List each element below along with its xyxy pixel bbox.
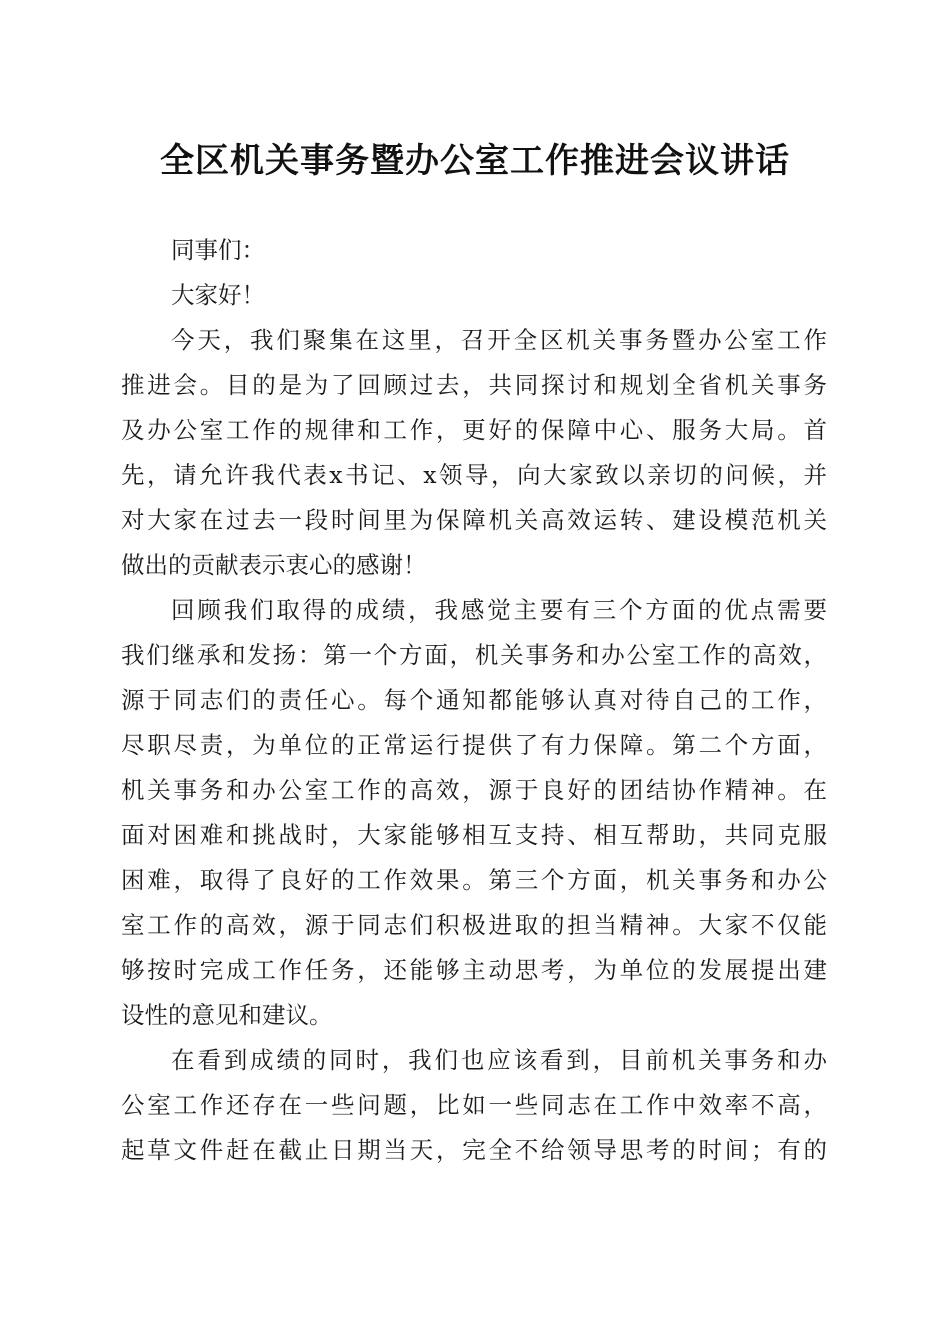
paragraph-1-line-6: 做出的贡献表示衷心的感谢！	[121, 551, 427, 579]
paragraph-2-line-5: 机关事务和办公室工作的高效，源于良好的团结协作精神。在	[121, 776, 827, 804]
paragraph-1-line-2: 推进会。目的是为了回顾过去，共同探讨和规划全省机关事务	[121, 371, 827, 399]
paragraph-2-line-6: 面对困难和挑战时，大家能够相互支持、相互帮助，共同克服	[121, 821, 827, 849]
paragraph-1-line-1: 今天，我们聚集在这里，召开全区机关事务暨办公室工作	[171, 326, 827, 354]
paragraph-3-line-1: 在看到成绩的同时，我们也应该看到，目前机关事务和办	[171, 1046, 827, 1074]
greeting: 大家好！	[171, 281, 265, 309]
document-title: 全区机关事务暨办公室工作推进会议讲话	[160, 141, 790, 181]
paragraph-2-line-2: 我们继承和发扬：第一个方面，机关事务和办公室工作的高效，	[121, 641, 827, 669]
paragraph-2-line-7: 困难，取得了良好的工作效果。第三个方面，机关事务和办公	[121, 866, 827, 894]
paragraph-2-line-10: 设性的意见和建议。	[121, 1001, 333, 1029]
paragraph-3-line-2: 公室工作还存在一些问题，比如一些同志在工作中效率不高，	[121, 1091, 827, 1119]
paragraph-2-line-1: 回顾我们取得的成绩，我感觉主要有三个方面的优点需要	[171, 596, 827, 624]
paragraph-1-line-5: 对大家在过去一段时间里为保障机关高效运转、建设模范机关	[121, 506, 827, 534]
paragraph-2-line-9: 够按时完成工作任务，还能够主动思考，为单位的发展提出建	[121, 956, 827, 984]
document-body	[121, 228, 827, 1173]
paragraph-1-line-4: 先，请允许我代表x书记、x领导，向大家致以亲切的问候，并	[121, 461, 827, 489]
paragraph-2-line-4: 尽职尽责，为单位的正常运行提供了有力保障。第二个方面，	[121, 731, 827, 759]
paragraph-2-line-3: 源于同志们的责任心。每个通知都能够认真对待自己的工作，	[121, 686, 827, 714]
salutation: 同事们：	[171, 236, 265, 264]
paragraph-3-line-3: 起草文件赶在截止日期当天，完全不给领导思考的时间；有的	[121, 1136, 827, 1164]
paragraph-2-line-8: 室工作的高效，源于同志们积极进取的担当精神。大家不仅能	[121, 911, 827, 939]
paragraph-1-line-3: 及办公室工作的规律和工作，更好的保障中心、服务大局。首	[121, 416, 827, 444]
